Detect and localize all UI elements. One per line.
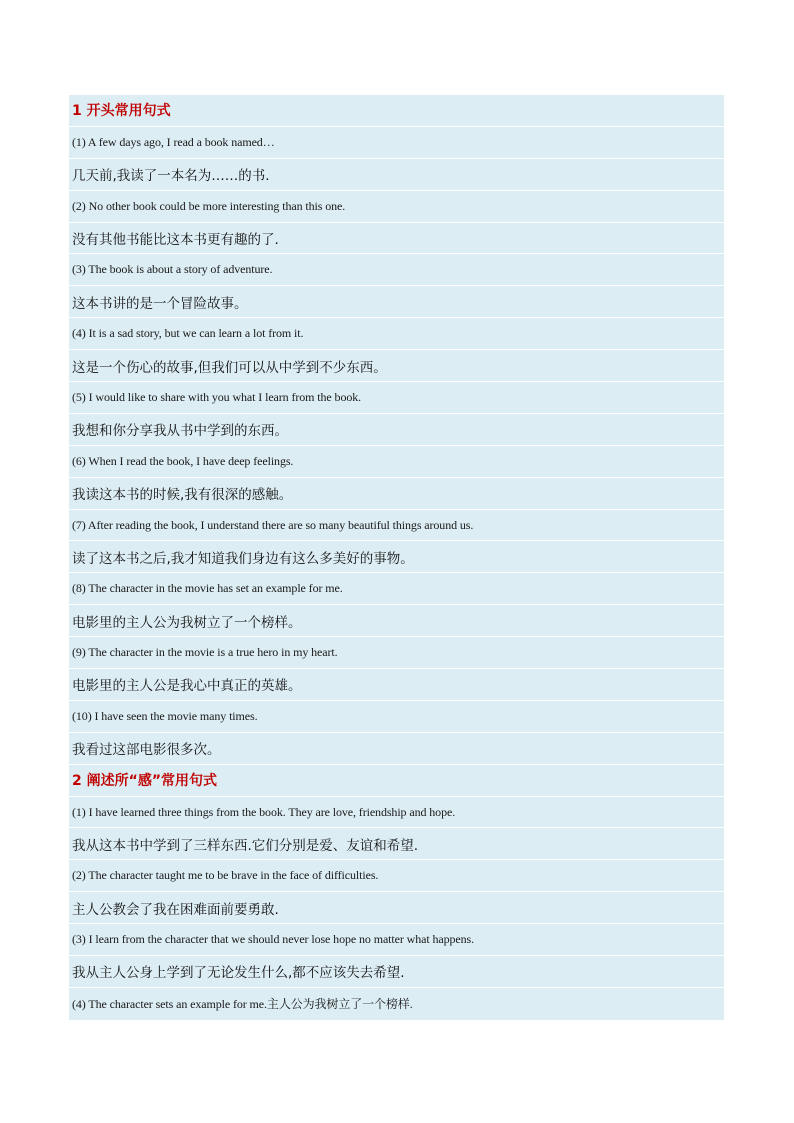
section-title: 2 阐述所“感”常用句式 [72, 773, 218, 790]
sentence-row [69, 286, 724, 318]
sentence-row [69, 478, 724, 510]
sentence-english: (4) It is a sad story, but we can learn a lot from it. [72, 326, 304, 341]
sentence-row [69, 414, 724, 446]
sentence-row [69, 127, 724, 159]
sentence-chinese: 主人公教会了我在困难面前要勇敢. [72, 901, 279, 918]
sentence-row [69, 797, 724, 829]
sentence-english: (6) When I read the book, I have deep feelings. [72, 453, 294, 468]
sentence-chinese: 我从这本书中学到了三样东西.它们分别是爱、友谊和希望. [72, 837, 419, 854]
sentence-english: (9) The character in the movie is a true hero in my heart. [72, 645, 338, 660]
sentence-row [69, 892, 724, 924]
sentence-chinese: 没有其他书能比这本书更有趣的了. [72, 232, 279, 248]
sentence-english: (8) The character in the movie has set an example for me. [72, 581, 343, 596]
sentence-english: (3) The book is about a story of adventure. [72, 262, 273, 277]
sentence-row [69, 605, 724, 637]
section-heading-opening [69, 95, 724, 127]
sentence-row [69, 254, 724, 286]
sentence-chinese: 电影里的主人公为我树立了一个榜样。 [72, 614, 302, 631]
sentence-row [69, 637, 724, 669]
sentence-chinese: 我从主人公身上学到了无论发生什么,都不应该失去希望. [72, 965, 405, 982]
sentence-english: (10) I have seen the movie many times. [72, 708, 258, 723]
sentence-english: (2) No other book could be more interesting than this one. [72, 198, 346, 213]
sentence-row [69, 318, 724, 350]
sentence-row [69, 573, 724, 605]
sentence-row [69, 701, 724, 733]
sentence-chinese: 我看过这部电影很多次。 [72, 742, 221, 759]
sentence-english: (2) The character taught me to be brave in the face of difficulties. [72, 868, 379, 883]
section-heading-feelings [69, 765, 724, 797]
sentence-row [69, 382, 724, 414]
sentence-chinese: 这是一个伤心的故事,但我们可以从中学到不少东西。 [72, 359, 387, 376]
sentence-row [69, 223, 724, 255]
sentence-mixed: (4) The character sets an example for me.主人公为我树立了一个榜样. [72, 997, 413, 1012]
sentence-english: (3) I learn from the character that we should never lose hope no matter what happens. [72, 932, 475, 947]
sentence-english: (5) I would like to share with you what I learn from the book. [72, 389, 362, 404]
phrase-sheet [69, 95, 724, 1020]
sentence-row [69, 924, 724, 956]
sentence-english: (1) A few days ago, I read a book named… [72, 134, 275, 149]
sentence-chinese: 我读这本书的时候,我有很深的感触。 [72, 487, 293, 504]
sentence-row [69, 541, 724, 573]
sentence-row [69, 733, 724, 765]
sentence-row [69, 350, 724, 382]
sentence-row [69, 956, 724, 988]
sentence-row [69, 669, 724, 701]
sentence-row [69, 191, 724, 223]
sentence-row [69, 860, 724, 892]
sentence-row [69, 446, 724, 478]
sentence-row [69, 510, 724, 542]
sentence-chinese: 我想和你分享我从书中学到的东西。 [72, 423, 288, 440]
sentence-chinese: 几天前,我读了一本名为……的书. [72, 168, 270, 185]
section-title: 1 开头常用句式 [72, 103, 171, 120]
sentence-row [69, 828, 724, 860]
sentence-english: (1) I have learned three things from the book. They are love, friendship and hope. [72, 804, 456, 819]
sentence-chinese: 读了这本书之后,我才知道我们身边有这么多美好的事物。 [72, 550, 414, 567]
sentence-row [69, 988, 724, 1020]
sentence-chinese: 电影里的主人公是我心中真正的英雄。 [72, 678, 302, 695]
sentence-row [69, 159, 724, 191]
sentence-english: (7) After reading the book, I understand there are so many beautiful things around us. [72, 517, 474, 532]
sentence-chinese: 这本书讲的是一个冒险故事。 [72, 295, 248, 312]
